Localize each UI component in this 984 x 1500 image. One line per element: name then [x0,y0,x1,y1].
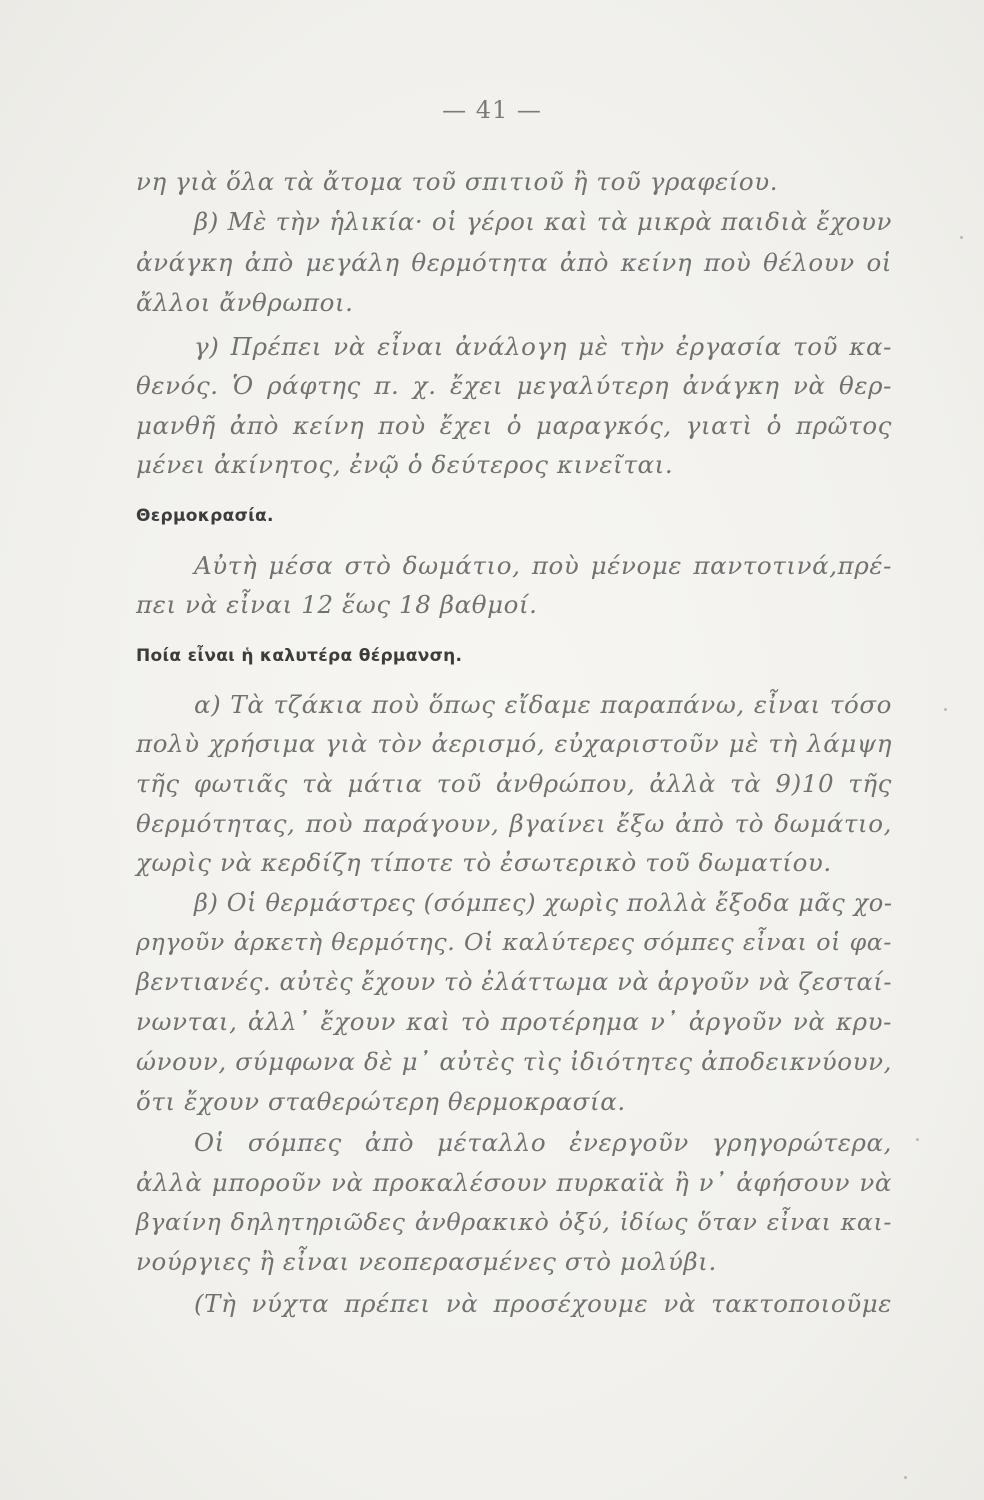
text-line: ὅτι ἔχουν σταθερώτερη θερμοκρασία. [136,1087,626,1116]
text-line: μένει ἀκίνητος, ἐνῷ ὁ δεύτερος κινεῖται. [136,450,674,479]
text-line: α) Τὰ τζάκια ποὺ ὅπως εἴδαμε παραπάνω, εἶναι τόσο [194,690,892,719]
text-line: πολὺ χρήσιμα γιὰ τὸν ἀερισμό, εὐχαριστοῦν μὲ τὴ λάμψη [136,729,892,758]
text-line: βεντιανές. αὐτὲς ἔχουν τὸ ἐλάττωμα νὰ ἀργοῦν νὰ ζεσταί- [136,968,893,996]
text-line: μανθῆ ἀπὸ κείνη ποὺ ἔχει ὁ μαραγκός, γιατὶ ὁ πρῶτος [136,411,892,440]
text-line: Οἱ σόμπες ἀπὸ μέταλλο ἐνεργοῦν γρηγορώτερα, [194,1128,892,1157]
text-line: ἀνάγκη ἀπὸ μεγάλη θερμότητα ἀπὸ κείνη ποὺ θέλουν οἱ [136,248,892,277]
text-line: νη γιὰ ὅλα τὰ ἄτομα τοῦ σπιτιοῦ ἢ τοῦ γραφείου. [136,167,779,196]
text-line: τῆς φωτιᾶς τὰ μάτια τοῦ ἀνθρώπου, ἀλλὰ τὰ 9)10 τῆς [136,769,892,798]
text-line: ἀλλὰ μποροῦν νὰ προκαλέσουν πυρκαϊὰ ἢ ν᾿ ἀφήσουν νὰ [136,1168,892,1197]
section-heading-best-heating: Ποία εἶναι ἡ καλυτέρα θέρμανση. [136,646,463,666]
section-heading-temperature: Θερμοκρασία. [136,506,274,526]
text-line: ώνουν, σύμφωνα δὲ μ᾿ αὐτὲς τὶς ἰδιότητες ἀποδεικνύουν, [136,1047,892,1076]
page-number: — 41 — [442,96,542,124]
text-line: β) Οἱ θερμάστρες (σόμπες) χωρὶς πολλὰ ἔξοδα μᾶς χο- [194,889,893,917]
text-line: θενός. Ὁ ράφτης π. χ. ἔχει μεγαλύτερη ἀνάγκη νὰ θερ- [136,371,892,400]
text-line: β) Μὲ τὴν ἡλικία· οἱ γέροι καὶ τὰ μικρὰ παιδιὰ ἔχουν [194,207,892,236]
text-line: θερμότητας, ποὺ παράγουν, βγαίνει ἔξω ἀπὸ τὸ δωμάτιο, [136,809,892,838]
text-line: νούργιες ἢ εἶναι νεοπερασμένες στὸ μολύβι. [136,1247,717,1276]
text-line: ἄλλοι ἄνθρωποι. [136,288,354,317]
text-line: νωνται, ἀλλ᾿ ἔχουν καὶ τὸ προτέρημα ν᾿ ἀργοῦν νὰ κρυ- [136,1007,892,1036]
text-line: ρηγοῦν ἀρκετὴ θερμότης. Οἱ καλύτερες σόμπες εἶναι οἱ φα- [136,928,892,956]
text-line: (Τὴ νύχτα πρέπει νὰ προσέχουμε νὰ τακτοποιοῦμε [194,1289,892,1318]
paper-speck [960,236,963,239]
text-line: χωρὶς νὰ κερδίζη τίποτε τὸ ἐσωτερικὸ τοῦ δωματίου. [136,848,832,877]
paper-speck [916,1138,919,1141]
text-line: γ) Πρέπει νὰ εἶναι ἀνάλογη μὲ τὴν ἐργασία τοῦ κα- [194,332,892,361]
paper-speck [944,708,947,711]
text-line: Αὐτὴ μέσα στὸ δωμάτιο, ποὺ μένομε παντοτινά,πρέ- [194,551,892,580]
text-line: πει νὰ εἶναι 12 ἕως 18 βαθμοί. [136,590,538,619]
text-line: βγαίνη δηλητηριῶδες ἀνθρακικὸ ὀξύ, ἰδίως ὅταν εἶναι και- [136,1208,892,1236]
paper-speck [904,1476,907,1479]
